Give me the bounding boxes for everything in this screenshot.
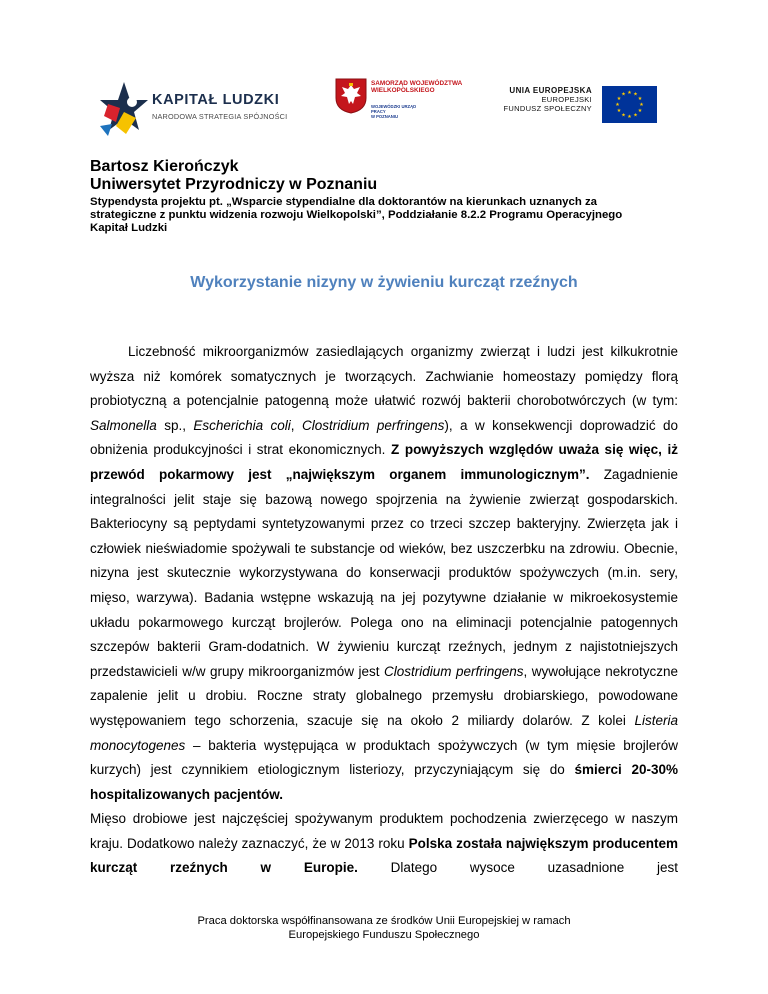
footer-note (0, 914, 768, 942)
svg-text:★: ★ (633, 112, 638, 119)
eu-text (504, 86, 592, 113)
text-run: , wywołujące nekrotyczne zapalenie jelit u drobiu. Roczne straty globalnego przemysłu drobiarskiego, powodowane występowaniem tego schorzenia, szacuje się na około 2 miliardy dolarów. Z kolei (90, 663, 678, 728)
emphasis: Polska została największym producentem kurcząt rzeźnych w Europie. (90, 835, 678, 876)
text-run: Liczebność mikroorganizmów zasiedlających organizmy zwierząt i ludzi jest kilkukrotnie wyższa niż komórek somatycznych je tworzących. Zachwianie homeostazy pomiędzy florą probiotyczną a potencjalnie patogenną może ułatwić rozwój bakterii chorobotwórczych (w tym: (90, 344, 678, 409)
wielkopolska-eagle-shield-icon (335, 78, 367, 114)
svg-text:★: ★ (639, 102, 644, 108)
text-run: Mięso drobiowe jest najczęściej spożywanym produktem pochodzenia zwierzęcego w naszym kraju. Dodatkowo należy zaznaczyć, że w 2013 roku (90, 811, 678, 851)
text-run: – bakteria występująca w produktach spożywczych (w tym mięsie brojlerów kurzych) jest czynnikiem etiologicznym listeriozy, przyczyniającym się do (90, 737, 678, 778)
kapital-ludzki-subtitle: NARODOWA STRATEGIA SPÓJNOŚCI (152, 112, 288, 121)
eu-line2: EUROPEJSKI (541, 95, 592, 104)
wup-line2: W POZNANIU (371, 114, 398, 119)
text-run: ), a w konsekwencji doprowadzić do obniżenia produkcyjności i strat ekonomicznych. (90, 417, 678, 458)
text-run: Zagadnienie integralności jelit staje się bazową nowego spojrzenia na żywienie zwierząt gospodarskich. Bakteriocyny są peptydami syntetyzowanymi przez co trzeci szczep bakteryjny. Zwierzęta jak i człowiek nieświadomie spożywali te substancje od wieków, bez uszczerbku na zdrowiu. Obecnie, nizyna jest skutecznie wykorzystywana do konserwacji produktów spożywczych (m.in. sery, mięso, warzywa). Badania wstępne wskazują na jej pozytywne działanie w mikroekosystemie układu pokarmowego kurcząt brojlerów. Polega ono na eliminacji potencjalnie patogennych szczepów bakterii Gram-dodatnich. W żywieniu kurcząt rzeźnych, jednym z najistotniejszych przedstawicieli w/w grupy mikroorganizmów jest (90, 466, 679, 679)
kapital-ludzki-logo (96, 78, 296, 140)
svg-text:★: ★ (615, 102, 620, 108)
samorzad-line1: SAMORZĄD WOJEWÓDZTWA (371, 80, 463, 87)
svg-text:★: ★ (637, 108, 643, 114)
kapital-ludzki-star-icon (96, 78, 152, 140)
svg-text:★: ★ (627, 90, 632, 96)
wup-line1: WOJEWÓDZKI URZĄD PRACY (371, 104, 417, 114)
svg-text:★: ★ (616, 96, 622, 102)
svg-text:★: ★ (621, 91, 626, 98)
logo-bar (0, 70, 768, 150)
emphasis: śmierci 20-30% hospitalizowanych pacjentów. (90, 762, 678, 802)
university-name: Uniwersytet Przyrodniczy w Poznaniu (90, 176, 378, 193)
wup-name (371, 104, 431, 119)
emphasis: Z powyższych względów uważa się więc, iż przewód pokarmowy jest „największym organem immunologicznym”. (90, 442, 678, 482)
body-text (90, 340, 678, 881)
paragraph-2 (90, 807, 678, 881)
text-run: , (290, 417, 302, 433)
eu-line1: UNIA EUROPEJSKA (509, 86, 592, 95)
svg-text:★: ★ (621, 112, 626, 119)
paragraph-1 (90, 340, 678, 807)
svg-text:★: ★ (616, 108, 622, 114)
samorzad-line2: WIELKOPOLSKIEGO (371, 87, 435, 94)
species-name: Listeria monocytogenes (90, 712, 678, 753)
samorzad-name (371, 80, 462, 94)
samorzad-wielkopolski-logo (335, 78, 465, 142)
species-name: Clostridium perfringens (383, 663, 524, 679)
svg-text:★: ★ (633, 91, 638, 98)
svg-text:★: ★ (637, 96, 643, 102)
eu-flag-icon (602, 86, 657, 123)
eu-line3: FUNDUSZ SPOŁECZNY (503, 104, 592, 113)
species-name: Escherichia coli (193, 417, 291, 433)
kapital-ludzki-title: KAPITAŁ LUDZKI (152, 92, 280, 108)
document-title: Wykorzystanie nizyny w żywieniu kurcząt rzeźnych (190, 274, 578, 291)
text-run: sp., (156, 417, 194, 433)
species-name: Clostridium perfringens (301, 417, 445, 433)
svg-text:★: ★ (627, 114, 632, 120)
scholarship-info: Stypendysta projektu pt. „Wsparcie stypendialne dla doktorantów na kierunkach uznanych za strategiczne z punktu widzenia rozwoju Wielkopolski”, Poddziałanie 8.2.2 Programu Operacyjnego Kapitał Ludzki (90, 196, 623, 234)
eu-efs-logo (490, 80, 670, 140)
footer-line2: Europejskiego Funduszu Społecznego (288, 929, 480, 941)
species-name: Salmonella (90, 417, 157, 433)
text-run: Dlatego wysoce uzasadnione jest (357, 860, 678, 876)
footer-line1: Praca doktorska współfinansowana ze środków Unii Europejskiej w ramach (197, 915, 571, 927)
author-name: Bartosz Kierończyk (90, 158, 239, 175)
